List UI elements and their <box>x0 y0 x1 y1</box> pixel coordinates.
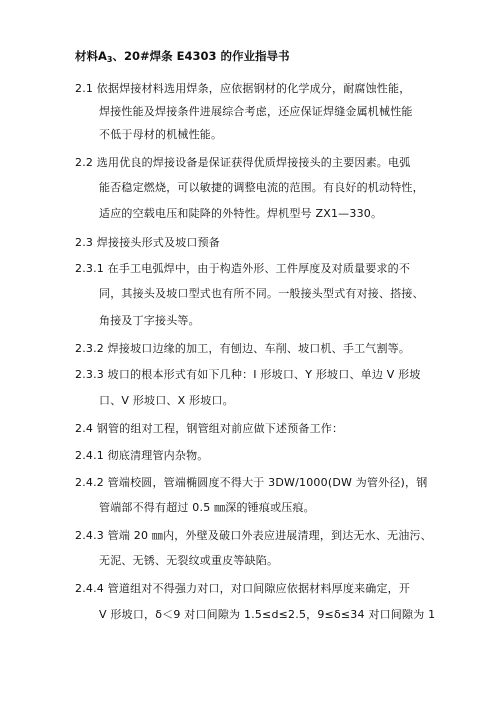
text-line: 2.3 焊接接头形式及坡口预备 <box>75 236 220 249</box>
text-line: 无泥、无锈、无裂纹或重皮等缺陷。 <box>99 554 279 567</box>
text-line: 2.4.1 彻底清理管内杂物。 <box>75 449 209 462</box>
text-line: 2.4.2 管端校圆，管端椭圆度不得大于 3DW/1000(DW 为管外径)，钢 <box>75 476 428 489</box>
text-line: 2.2 选用优良的焊接设备是保证获得优质焊接接头的主要因素。电弧 <box>75 156 411 169</box>
text-line: 同，其接头及坡口型式也有所不同。一般接头型式有对接、搭接、 <box>99 287 424 300</box>
text-line: 2.1 依据焊接材料选用焊条，应依据钢材的化学成分，耐腐蚀性能， <box>75 82 411 95</box>
text-line: 角接及丁字接头等。 <box>99 314 200 327</box>
text-line: V 形坡口，δ＜9 对口间隙为 1.5≤d≤2.5，9≤δ≤34 对口间隙为 1 <box>99 608 436 621</box>
text-line: 适应的空载电压和陡降的外特性。焊机型号 ZX1—330。 <box>99 207 383 220</box>
title-prefix: 材料A <box>75 49 107 63</box>
text-line: 2.3.2 焊接坡口边缘的加工，有刨边、车削、坡口机、手工气割等。 <box>75 342 411 355</box>
title-subscript: 3 <box>106 55 113 64</box>
text-line: 不低于母材的机械性能。 <box>99 128 223 141</box>
text-line: 2.4 钢管的组对工程，钢管组对前应做下述预备工作： <box>75 422 344 435</box>
text-line: 焊接性能及焊接条件进展综合考虑，还应保证焊缝金属机械性能 <box>99 105 413 118</box>
text-line: 管端部不得有超过 0.5 ㎜深的锤痕或压痕。 <box>99 501 315 514</box>
text-line: 2.4.4 管道组对不得强力对口，对口间隙应依据材料厚度来确定，开 <box>75 582 411 595</box>
text-line: 2.3.3 坡口的根本形式有如下几种：I 形坡口、Y 形坡口、单边 V 形坡 <box>75 368 421 381</box>
document-title <box>75 48 290 64</box>
text-line: 2.4.3 管端 20 ㎜内，外壁及破口外表应进展清理，到达无水、无油污、 <box>75 529 432 542</box>
text-line: 2.3.1 在手工电弧焊中，由于构造外形、工件厚度及对质量要求的不 <box>75 262 411 275</box>
text-line: 能否稳定燃烧，可以敏捷的调整电流的范围。有良好的机动特性， <box>99 181 424 194</box>
text-line: 口、V 形坡口、X 形坡口。 <box>99 394 234 407</box>
title-suffix: 、20#焊条 E4303 的作业指导书 <box>112 49 290 63</box>
